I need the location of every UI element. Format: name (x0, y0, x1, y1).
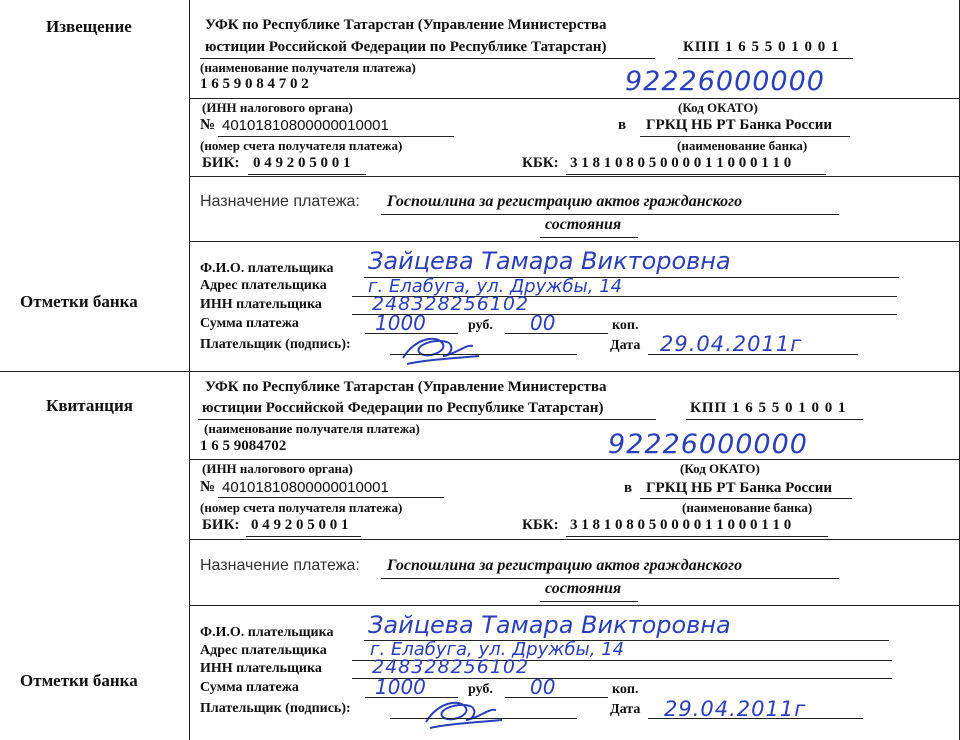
sum-value: 1000 (375, 311, 426, 335)
payer-inn-label: ИНН плательщика (200, 297, 322, 312)
fio-value: Зайцева Тамара Викторовна (368, 247, 731, 275)
bank-prefix: в (618, 117, 627, 133)
date-label: Дата (610, 338, 641, 353)
kop-value-receipt: 00 (530, 675, 556, 699)
fio-label: Ф.И.О. плательщика (200, 261, 334, 276)
sum-value-receipt: 1000 (375, 675, 426, 699)
address-value-receipt: г. Елабуга, ул. Дружбы, 14 (370, 639, 625, 660)
fio-value-receipt: Зайцева Тамара Викторовна (368, 611, 731, 639)
account-prefix-receipt: № (200, 479, 216, 495)
recipient-line2: юстиции Российской Федерации по Республике Татарстан) (205, 39, 607, 55)
purpose-line2-receipt: состояния (545, 580, 622, 597)
recipient-line1-receipt: УФК по Республике Татарстан (Управление Министерства (205, 379, 607, 395)
address-label: Адрес плательщика (200, 278, 327, 293)
bank-prefix-receipt: в (624, 480, 633, 496)
payer-inn-value-receipt: 248328256102 (372, 656, 530, 678)
bank-marks-label-top: Отметки банка (20, 292, 138, 311)
kbk-label-receipt: КБК: (522, 517, 559, 533)
purpose-label: Назначение платежа: (200, 193, 360, 210)
purpose-line1-receipt: Госпошлина за регистрацию актов гражданского (387, 557, 743, 574)
date-label-receipt: Дата (610, 702, 641, 717)
payer-inn-value: 248328256102 (372, 293, 530, 315)
sum-label-receipt: Сумма платежа (200, 680, 299, 695)
kop-value: 00 (530, 311, 556, 335)
bik-label-receipt: БИК: (202, 517, 240, 533)
bank-name: ГРКЦ НБ РТ Банка России (646, 117, 833, 133)
recipient-caption: (наименование получателя платежа) (200, 60, 416, 75)
fio-label-receipt: Ф.И.О. плательщика (200, 625, 334, 640)
kpp-value: КПП 1 6 5 5 0 1 0 0 1 (683, 39, 840, 55)
account-prefix: № (200, 117, 216, 133)
bik-value: 0 4 9 2 0 5 0 0 1 (253, 155, 351, 171)
bik-label: БИК: (202, 155, 240, 171)
okato-value-receipt: 92226000000 (608, 429, 808, 460)
signature-label: Плательщик (подпись): (200, 337, 351, 352)
bik-value-receipt: 0 4 9 2 0 5 0 0 1 (251, 517, 349, 533)
kbk-value: 3 1 8 1 0 8 0 5 0 0 0 0 1 1 0 0 0 1 1 0 (570, 155, 792, 171)
signature-label-receipt: Плательщик (подпись): (200, 701, 351, 716)
address-label-receipt: Адрес плательщика (200, 643, 327, 658)
signature-mark-receipt (418, 694, 508, 732)
inn-caption: (ИНН налогового органа) (202, 100, 353, 115)
account-number-receipt: 40101810800000010001 (222, 479, 389, 496)
receipt-label: Квитанция (46, 396, 133, 415)
bank-caption-receipt: (наименование банка) (682, 500, 813, 515)
date-value: 29.04.2011г (660, 332, 803, 356)
recipient-line2-receipt: юстиции Российской Федерации по Республике Татарстан) (202, 400, 604, 416)
address-value: г. Елабуга, ул. Дружбы, 14 (368, 276, 623, 297)
bank-marks-label-bottom: Отметки банка (20, 671, 138, 690)
okato-caption-receipt: (Код ОКАТО) (680, 461, 760, 476)
kbk-value-receipt: 3 1 8 1 0 8 0 5 0 0 0 0 1 1 0 0 0 1 1 0 (570, 517, 792, 533)
account-caption: (номер счета получателя платежа) (200, 138, 403, 153)
date-value-receipt: 29.04.2011г (664, 697, 807, 721)
inn-caption-receipt: (ИНН налогового органа) (202, 461, 353, 476)
kbk-label: КБК: (522, 155, 559, 171)
account-number: 40101810800000010001 (222, 117, 389, 134)
rub-label-receipt: руб. (468, 682, 493, 697)
recipient-line1: УФК по Республике Татарстан (Управление Министерства (205, 17, 607, 33)
purpose-line1: Госпошлина за регистрацию актов гражданского (387, 193, 743, 210)
recipient-inn: 1 6 5 9 0 8 4 7 0 2 (200, 76, 309, 92)
bank-caption: (наименование банка) (677, 138, 808, 153)
column-divider (189, 0, 190, 740)
section-divider (0, 371, 960, 372)
notice-label: Извещение (46, 17, 132, 36)
okato-value: 92226000000 (625, 66, 825, 97)
kop-label-receipt: коп. (612, 682, 639, 697)
recipient-inn-receipt: 1 6 5 9084702 (200, 438, 287, 454)
kpp-value-receipt: КПП 1 6 5 5 0 1 0 0 1 (690, 400, 847, 416)
rub-label: руб. (468, 318, 493, 333)
purpose-line2: состояния (545, 216, 622, 233)
recipient-caption-receipt: (наименование получателя платежа) (204, 421, 420, 436)
sum-label: Сумма платежа (200, 316, 299, 331)
okato-caption: (Код ОКАТО) (678, 100, 758, 115)
signature-mark (395, 330, 485, 368)
purpose-label-receipt: Назначение платежа: (200, 557, 360, 574)
account-caption-receipt: (номер счета получателя платежа) (200, 500, 403, 515)
kop-label: коп. (612, 318, 639, 333)
payer-inn-label-receipt: ИНН плательщика (200, 661, 322, 676)
bank-name-receipt: ГРКЦ НБ РТ Банка России (646, 480, 833, 496)
